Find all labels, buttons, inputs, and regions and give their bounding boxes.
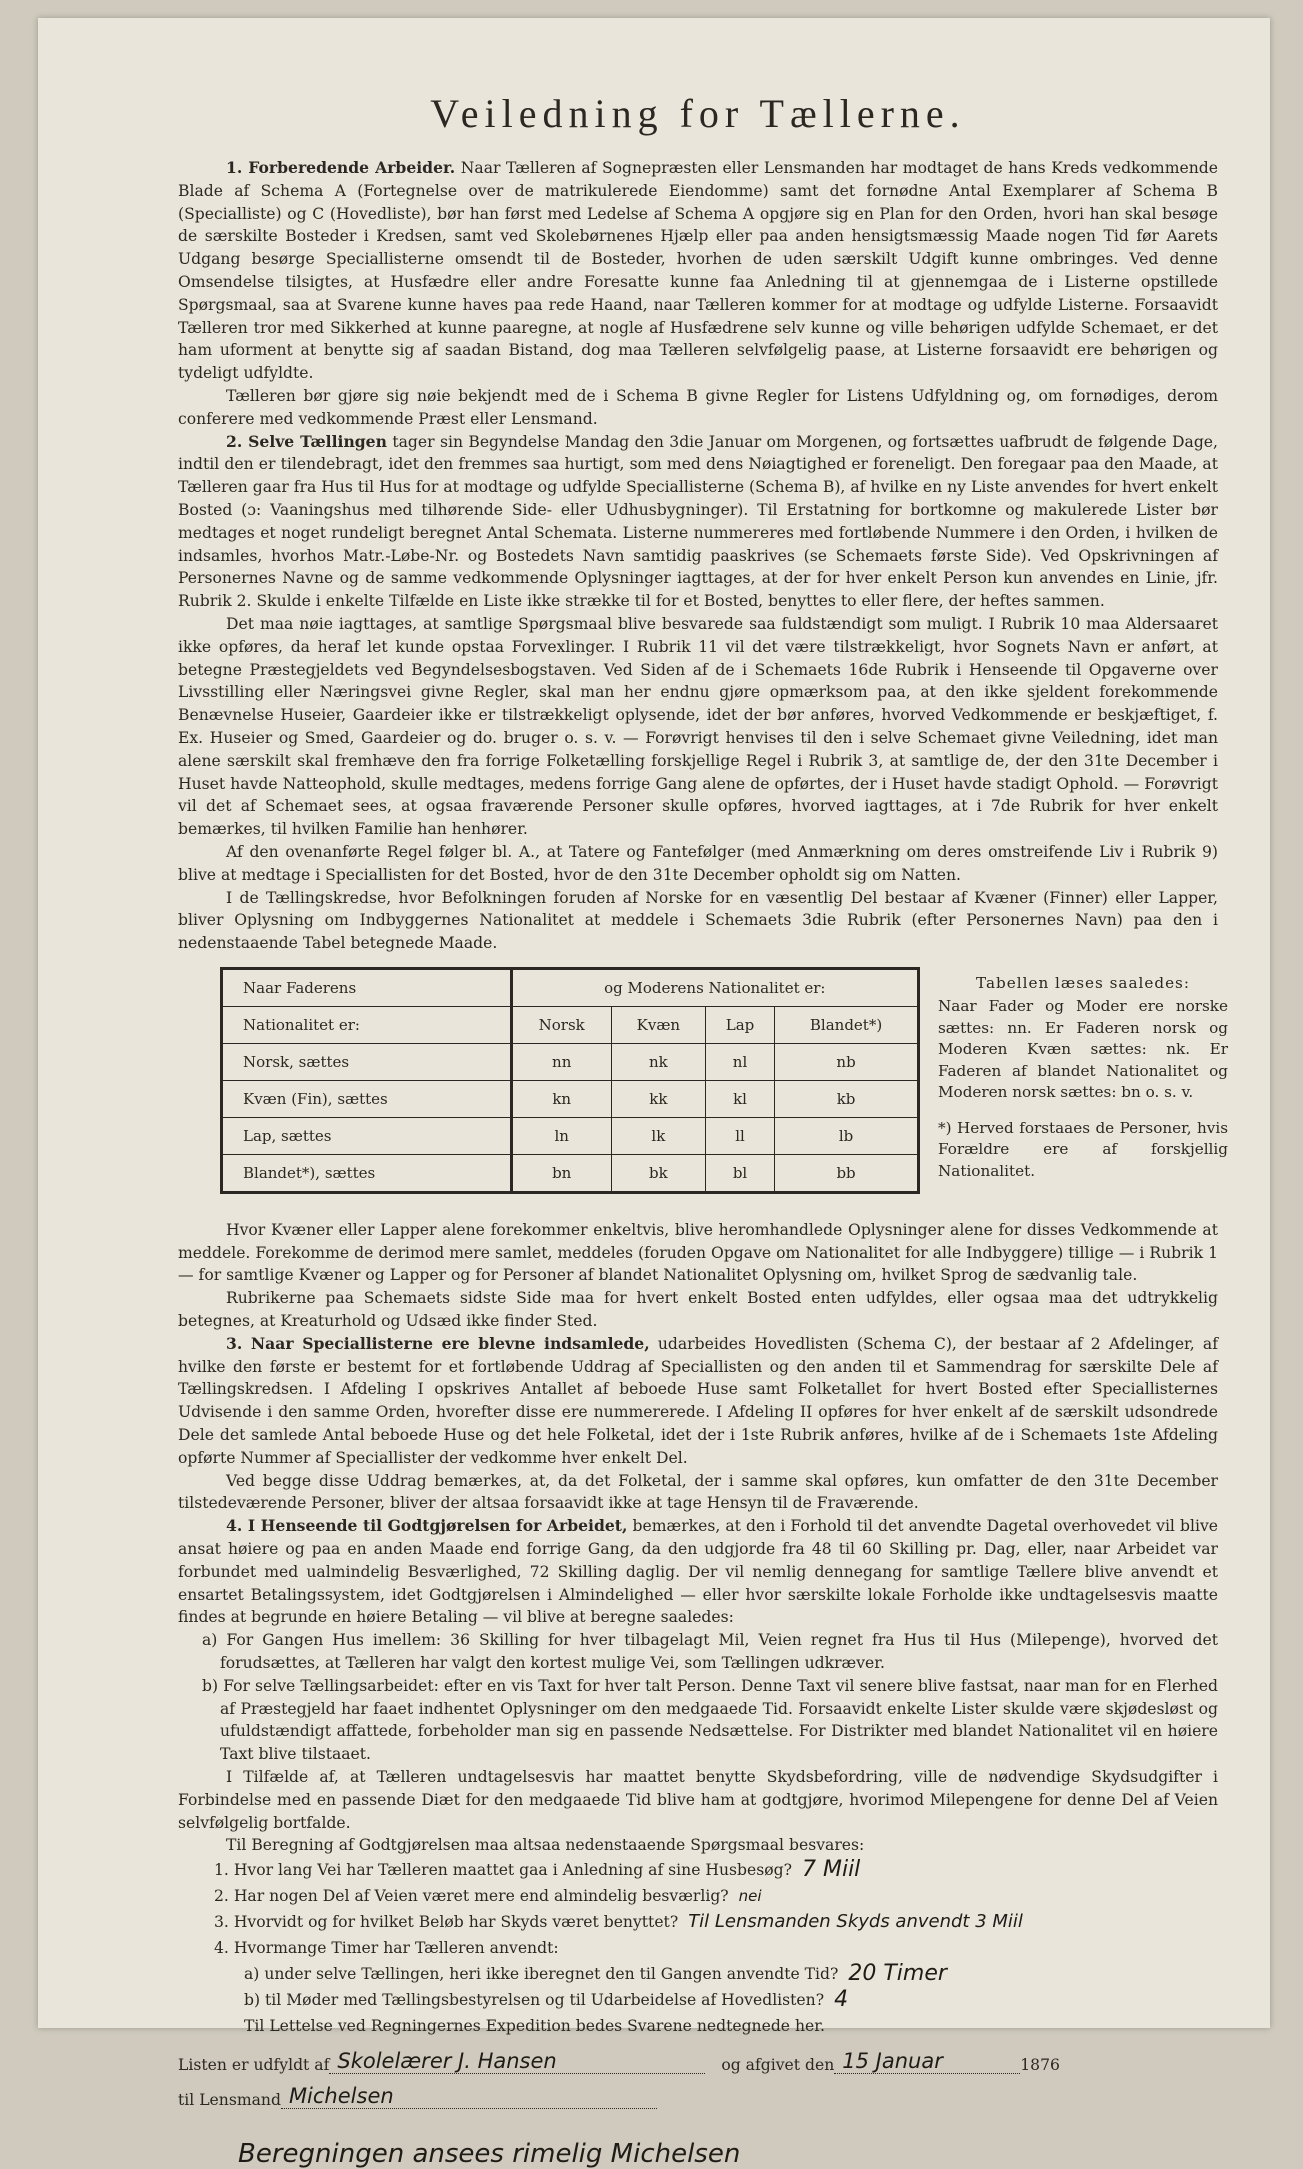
nationality-table-area xyxy=(178,963,1228,1211)
question-4: 4. Hvormange Timer har Tælleren anvendt: xyxy=(214,1939,559,1958)
table-row xyxy=(222,1117,919,1154)
section-2-heading: 2. Selve Tællingen xyxy=(226,431,387,451)
signature-line-2: til Lensmand Michelsen xyxy=(178,2084,1218,2109)
document-page xyxy=(38,18,1270,2169)
section-4-para-1: 4. I Henseende til Godtgjørelsen for Arbeidet, bemærkes, at den i Forhold til det anvendte Dagetal overhovedet vil blive ansat høiere og paa en anden Maade end forrige Gang, da den udgjorde fra 48 til 60 Skilling pr. Dag, eller, naar Arbeidet var forbundet med ualmindelig Besværlighed, 72 Skilling daglig. Der vil nemlig dennegang for samtlige Tællere blive anvendt et ensartet Betalingssystem, idet Godtgjørelsen i Almindelighed — eller hvor særskilte lokale Forholde ikke undtagelsesvis maatte findes at begrunde en høiere Betaling — vil blive at beregne saaledes: xyxy=(178,1516,1218,1627)
section-4-item-b: b) For selve Tællingsarbeidet: efter en vis Taxt for hver talt Person. Denne Taxt vil senere blive fastsat, naar man for en Flerhed af Præstegjeld har faaet indhentet Oplysninger om den medgaaede Tid. Forsaavidt enkelte Lister skulde være skjødesløst og ufuldstændigt affattede, forbeholder man sig en passende Nedsættelse. For Distrikter med blandet Nationalitet vil en høiere Taxt blive tilstaaet. xyxy=(202,1676,1218,1764)
table-row xyxy=(222,1154,919,1192)
table-cell: nn xyxy=(511,1043,611,1080)
section-4-para-2: I Tilfælde af, at Tælleren undtagelsesvis har maattet benytte Skydsbefordring, ville de nødvendige Skydsudgifter i Forbindelse med en passende Diæt for den medgaaede Tid blive ham at godtgjøre, hvorimod Milepengene for denne Del af Veien selvfølgelig bortfalde. xyxy=(178,1768,1218,1832)
table-row xyxy=(222,1080,919,1117)
section-1-heading: 1. Forberedende Arbeider. xyxy=(226,158,456,177)
question-4b: b) til Møder med Tællingsbestyrelsen og til Udarbeidelse af Hovedlisten? 4 xyxy=(244,1987,849,2013)
table-cell: bl xyxy=(705,1154,774,1192)
table-col-header: Kvæn xyxy=(611,1006,705,1043)
instruction-line: Til Lettelse ved Regningernes Expedition bedes Svarene nedtegnede her. xyxy=(244,2017,825,2036)
table-header-father: Naar Faderens xyxy=(222,968,512,1006)
table-row-label: Norsk, sættes xyxy=(222,1043,512,1080)
answer-1: 7 Miil xyxy=(801,1857,861,1883)
table-row xyxy=(222,1043,919,1080)
lensmand-handwritten: Michelsen xyxy=(281,2084,657,2109)
section-2-para-4: I de Tællingskredse, hvor Befolkningen foruden af Norske for en væsentlig Del bestaar af Kvæner (Finner) eller Lapper, bliver Oplysning om Indbyggernes Nationalitet at meddele i Schemaets 3die Rubrik (efter Personernes Navn) paa den i nedenstaaende Tabel betegnede Maade. xyxy=(178,888,1218,953)
table-cell: ln xyxy=(511,1117,611,1154)
section-1-para-2: Tælleren bør gjøre sig nøie bekjendt med de i Schema B givne Regler for Listens Udfyldning og, om fornødiges, derom conferere med vedkommende Præst eller Lensmand. xyxy=(178,386,1218,428)
question-3: 3. Hvorvidt og for hvilket Beløb har Skyds været benyttet? Til Lensmanden Skyds anvendt 3 Miil xyxy=(214,1909,1218,1935)
section-2b-para-1: Hvor Kvæner eller Lapper alene forekommer enkeltvis, blive heromhandlede Oplysninger alene for disses Vedkommende at meddele. Forekomme de derimod mere samlet, meddeles (foruden Opgave om Nationalitet for alle Indbyggere) tillige — i Rubrik 1 — for samtlige Kvæner og Lapper og for Personer af blandet Nationalitet Oplysning om, hvilket Sprog de sædvanlig tale. xyxy=(178,1220,1218,1285)
table-col-header: Blandet*) xyxy=(775,1006,919,1043)
questions-block xyxy=(178,1857,1218,2039)
document-body xyxy=(178,90,1228,2169)
table-row-label: Lap, sættes xyxy=(222,1117,512,1154)
table-cell: kl xyxy=(705,1080,774,1117)
section-4-para-3: Til Beregning af Godtgjørelsen maa altsaa nedenstaaende Spørgsmaal besvares: xyxy=(226,1836,865,1855)
table-explanation-body: Naar Fader og Moder ere norske sættes: nn. Er Faderen norsk og Moderen Kvæn sættes: nk. Er Faderen af blandet Nationalitet og Moderen norsk sættes: bn o. s. v. xyxy=(938,997,1228,1102)
table-header-father-2: Nationalitet er: xyxy=(222,1006,512,1043)
answer-4b: 4 xyxy=(834,1987,849,2013)
table-cell: kb xyxy=(775,1080,919,1117)
section-3-para-1: 3. Naar Speciallisterne ere blevne indsamlede, udarbeides Hovedlisten (Schema C), der bestaar af 2 Afdelinger, af hvilke den første er bestemt for et fortløbende Uddrag af Speciallisten og den anden til et Sammendrag for særskilte Dele af Tællingskredsen. I Afdeling I opskrives Antallet af beboede Huse samt Folketallet for hvert Bosted efter Speciallisternes Udvisende i den samme Orden, hvorefter disse ere nummererede. I Afdeling II opføres for hver enkelt af de særskilt udsondrede Dele det samlede Antal beboede Huse og det hele Folketal, idet der i 1ste Rubrik anføres, hvilke af de i Schemaets 1ste Afdeling opførte Nummer af Speciallister der vedkomme hver enkelt Del. xyxy=(178,1333,1218,1467)
table-header-mother-group: og Moderens Nationalitet er: xyxy=(511,968,918,1006)
date-handwritten: 15 Januar xyxy=(834,2049,1020,2074)
filled-by-handwritten: Skolelærer J. Hansen xyxy=(329,2049,705,2074)
section-2-para-2: Det maa nøie iagttages, at samtlige Spørgsmaal blive besvarede saa fuldstændigt som muligt. I Rubrik 10 maa Aldersaaret ikke opføres, da heraf let kunde opstaa Forvexlinger. I Rubrik 11 vil det være tilstrækkeligt, hvor Sognets Navn er anført, at betegne Præstegjeldets ved Begyndelsesbogstaven. Ved Siden af de i Schemaets 16de Rubrik i Henseende til Opgaverne over Livsstilling eller Næringsvei givne Regler, skal man her endnu gjøre opmærksom paa, at den ikke sjeldent forekommende Benævnelse Huseier, Gaardeier ikke er tilstrækkeligt oplysende, idet der bør anføres, hvorved Vedkommende er beskjæftiget, f. Ex. Huseier og Smed, Gaardeier og do. bruger o. s. v. — Forøvrigt henvises til den i selve Schemaet givne Veiledning, idet man alene særskilt skal fremhæve den fra forrige Folketælling forskjellige Regel i Rubrik 3, at samtlige de, der den 31te December i Huset havde Natteophold, skulle medtages, medens forrige Gang alene de opførtes, der i Huset havde stadigt Ophold. — Forøvrigt vil det af Schemaet sees, at ogsaa fraværende Personer skulle opføres, hvorved iagttages, at i 7de Rubrik for hver enkelt bemærkes, til hvilken Familie han henhører. xyxy=(178,614,1218,839)
question-4a: a) under selve Tællingen, heri ikke iberegnet den til Gangen anvendte Tid? 20 Timer xyxy=(244,1961,947,1987)
table-cell: bn xyxy=(511,1154,611,1192)
table-cell: bb xyxy=(775,1154,919,1192)
table-col-header: Norsk xyxy=(511,1006,611,1043)
table-cell: kk xyxy=(611,1080,705,1117)
section-3-para-2: Ved begge disse Uddrag bemærkes, at, da det Folketal, der i samme skal opføres, kun omfatter de den 31te December tilstedeværende Personer, bliver der altsaa forsaavidt ikke at tage Hensyn til de Fraværende. xyxy=(178,1471,1218,1513)
section-4-heading: 4. I Henseende til Godtgjørelsen for Arbeidet, xyxy=(226,1516,628,1536)
section-1-para-1: 1. Forberedende Arbeider. Naar Tælleren af Sognepræsten eller Lensmanden har modtaget de hans Kreds vedkommende Blade af Schema A (Fortegnelse over de matrikulerede Eiendomme) samt det fornødne Antal Exemplarer af Schema B (Specialliste) og C (Hovedliste), bør han først med Ledelse af Schema A opgjøre sig en Plan for den Orden, hvori han skal besøge de særskilte Bosteder i Kredsen, samt ved Skolebørnenes Hjælp eller paa anden hensigtsmæssig Maade nogen Tid før Aarets Udgang besørge Speciallisterne omsendt til de Bosteder, hvorhen de uden særskilt Udgift kunne ombringes. Ved denne Omsendelse tilsigtes, at Husfædre eller andre Foresatte kunne faa Anledning til at gjennemgaa de i Listerne opstillede Spørgsmaal, saa at Svarene kunne haves paa rede Haand, naar Tælleren kommer for at modtage og udfylde Listerne. Forsaavidt Tælleren tror med Sikkerhed at kunne paaregne, at nogle af Husfædrene selv kunne og ville behørigen udfylde Schemaet, er det ham uforment at benytte sig af saadan Bistand, dog maa Tælleren selvfølgelig paase, at Listerne forsaavidt ere behørigen og tydeligt udfyldte. xyxy=(178,158,1218,383)
footer-handwritten-note: Beregningen ansees rimelig Michelsen xyxy=(238,2139,741,2169)
table-row-label: Blandet*), sættes xyxy=(222,1154,512,1192)
section-2b-para-2: Rubrikerne paa Schemaets sidste Side maa for hvert enkelt Bosted enten udfyldes, eller ogsaa maa det udtrykkelig betegnes, at Kreaturhold og Udsæd ikke finder Sted. xyxy=(178,1289,1218,1331)
table-cell: lk xyxy=(611,1117,705,1154)
table-explanation xyxy=(938,973,1228,1183)
question-1: 1. Hvor lang Vei har Tælleren maattet gaa i Anledning af sine Husbesøg? 7 Miil xyxy=(214,1857,861,1883)
answer-3: Til Lensmanden Skyds anvendt 3 Miil xyxy=(688,1911,1023,1933)
answer-2: nei xyxy=(738,1887,762,1906)
table-cell: lb xyxy=(775,1117,919,1154)
table-explanation-heading: Tabellen læses saaledes: xyxy=(976,973,1190,992)
signature-line-1: Listen er udfyldt af Skolelærer J. Hansen og afgivet den 15 Januar 1876 xyxy=(178,2049,1060,2075)
table-cell: nk xyxy=(611,1043,705,1080)
table-cell: kn xyxy=(511,1080,611,1117)
table-cell: bk xyxy=(611,1154,705,1192)
nationality-table xyxy=(220,967,920,1194)
section-2-para-3: Af den ovenanførte Regel følger bl. A., at Tatere og Fantefølger (med Anmærkning om deres omstreifende Liv i Rubrik 9) blive at medtage i Speciallisten for det Bosted, hvor de den 31te December opholdt sig om Natten. xyxy=(178,842,1218,884)
section-4-item-a: a) For Gangen Hus imellem: 36 Skilling for hver tilbagelagt Mil, Veien regnet fra Hus til Hus (Milepenge), hvorved det forudsættes, at Tælleren har valgt den kortest mulige Vei, som Tællingen udkræver. xyxy=(202,1631,1218,1673)
table-footnote: *) Herved forstaaes de Personer, hvis Forældre ere af forskjellig Nationalitet. xyxy=(938,1118,1228,1180)
section-3-heading: 3. Naar Speciallisterne ere blevne indsamlede, xyxy=(226,1333,650,1353)
table-cell: nb xyxy=(775,1043,919,1080)
question-2: 2. Har nogen Del af Veien været mere end almindelig besværlig? nei xyxy=(214,1883,1218,1909)
table-row-label: Kvæn (Fin), sættes xyxy=(222,1080,512,1117)
section-2-para-1: 2. Selve Tællingen tager sin Begyndelse Mandag den 3die Januar om Morgenen, og fortsættes uafbrudt de følgende Dage, indtil den er tilendebragt, idet den fremmes saa hurtigt, som med dens Nøiagtighed er foreneligt. Den foregaar paa den Maade, at Tælleren gaar fra Hus til Hus for at modtage og udfylde Speciallisterne (Schema B), af hvilke en ny Liste anvendes for hvert enkelt Bosted (ɔ: Vaaningshus med tilhørende Side- eller Udhusbygninger). Til Erstatning for bortkomne og makulerede Lister bør medtages et noget rundeligt beregnet Antal Schemata. Listerne nummereres med fortløbende Nummere i den Orden, i hvilken de indsamles, hvorhos Matr.-Løbe-Nr. og Bostedets Navn samtidig paaskrives (se Schemaets første Side). Ved Opskrivningen af Personernes Navne og de samme vedkommende Oplysninger iagttages, at der for hver enkelt Person kun anvendes en Linie, jfr. Rubrik 2. Skulde i enkelte Tilfælde en Liste ikke strække til for et Bosted, benyttes to eller flere, der heftes sammen. xyxy=(178,431,1218,611)
table-cell: ll xyxy=(705,1117,774,1154)
page-title: Veiledning for Tællerne. xyxy=(430,91,966,136)
answer-4a: 20 Timer xyxy=(848,1961,947,1987)
table-cell: nl xyxy=(705,1043,774,1080)
table-col-header: Lap xyxy=(705,1006,774,1043)
